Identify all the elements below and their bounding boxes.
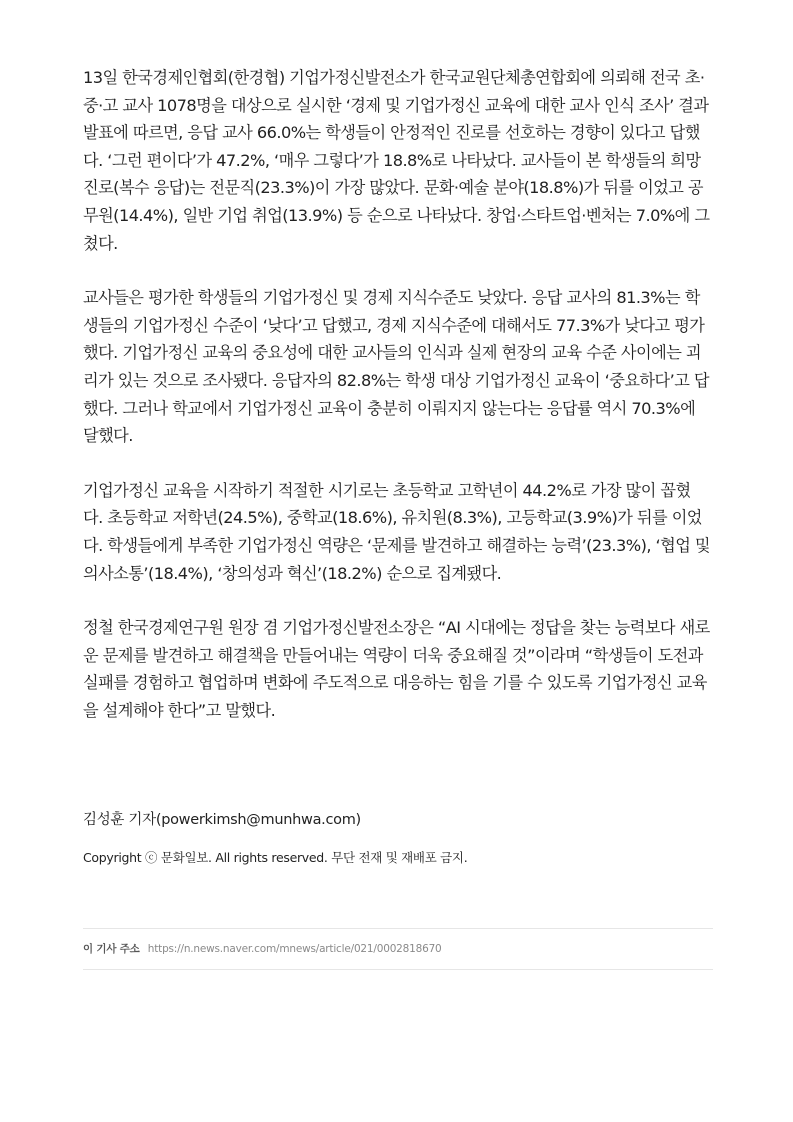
divider: [83, 969, 713, 970]
divider: [83, 928, 713, 929]
article-body: [83, 64, 710, 724]
article-address: [83, 941, 442, 956]
article-paragraph: 교사들은 평가한 학생들의 기업가정신 및 경제 지식수준도 낮았다. 응답 교사의 81.3%는 학생들의 기업가정신 수준이 ‘낮다’고 답했고, 경제 지식수준에 대해서도 77.3%가 낮다고 평가했다. 기업가정신 교육의 중요성에 대한 교사들의 인식과 실제 현장의 교육 수준 사이에는 괴리가 있는 것으로 조사됐다. 응답자의 82.8%는 학생 대상 기업가정신 교육이 ‘중요하다’고 답했다. 그러나 학교에서 기업가정신 교육이 충분히 이뤄지지 않는다는 응답률 역시 70.3%에 달했다.: [83, 288, 709, 446]
article-paragraph: 기업가정신 교육을 시작하기 적절한 시기로는 초등학교 고학년이 44.2%로 가장 많이 꼽혔다. 초등학교 저학년(24.5%), 중학교(18.6%), 유치원(8.3%), 고등학교(3.9%)가 뒤를 이었다. 학생들에게 부족한 기업가정신 역량은 ‘문제를 발견하고 해결하는 능력’(23.3%), ‘협업 및 의사소통’(18.4%), ‘창의성과 혁신’(18.2%) 순으로 집계됐다.: [83, 480, 711, 583]
article-paragraph: 정철 한국경제연구원 원장 겸 기업가정신발전소장은 “AI 시대에는 정답을 찾는 능력보다 새로운 문제를 발견하고 해결책을 만들어내는 역량이 더욱 중요해질 것”이라며 “학생들이 도전과 실패를 경험하고 협업하며 변화에 주도적으로 대응하는 힘을 기를 수 있도록 기업가정신 교육을 설계해야 한다”고 말했다.: [83, 618, 710, 720]
article-paragraph: 13일 한국경제인협회(한경협) 기업가정신발전소가 한국교원단체총연합회에 의뢰해 전국 초·중·고 교사 1078명을 대상으로 실시한 ‘경제 및 기업가정신 교육에 대한 교사 인식 조사’ 결과 발표에 따르면, 응답 교사 66.0%는 학생들이 안정적인 진로를 선호하는 경향이 있다고 답했다. ‘그런 편이다’가 47.2%, ‘매우 그렇다’가 18.8%로 나타났다. 교사들이 본 학생들의 희망 진로(복수 응답)는 전문직(23.3%)이 가장 많았다. 문화·예술 분야(18.8%)가 뒤를 이었고 공무원(14.4%), 일반 기업 취업(13.9%) 등 순으로 나타났다. 창업·스타트업·벤처는 7.0%에 그쳤다.: [83, 68, 710, 253]
reporter-byline: 김성훈 기자(powerkimsh@munhwa.com): [83, 812, 361, 828]
article-address-url[interactable]: https://n.news.naver.com/mnews/article/021/0002818670: [147, 943, 442, 955]
copyright-notice: Copyright ⓒ 문화일보. All rights reserved. 무단 전재 및 재배포 금지.: [83, 850, 468, 865]
article-address-label: 이 기사 주소: [83, 943, 140, 955]
